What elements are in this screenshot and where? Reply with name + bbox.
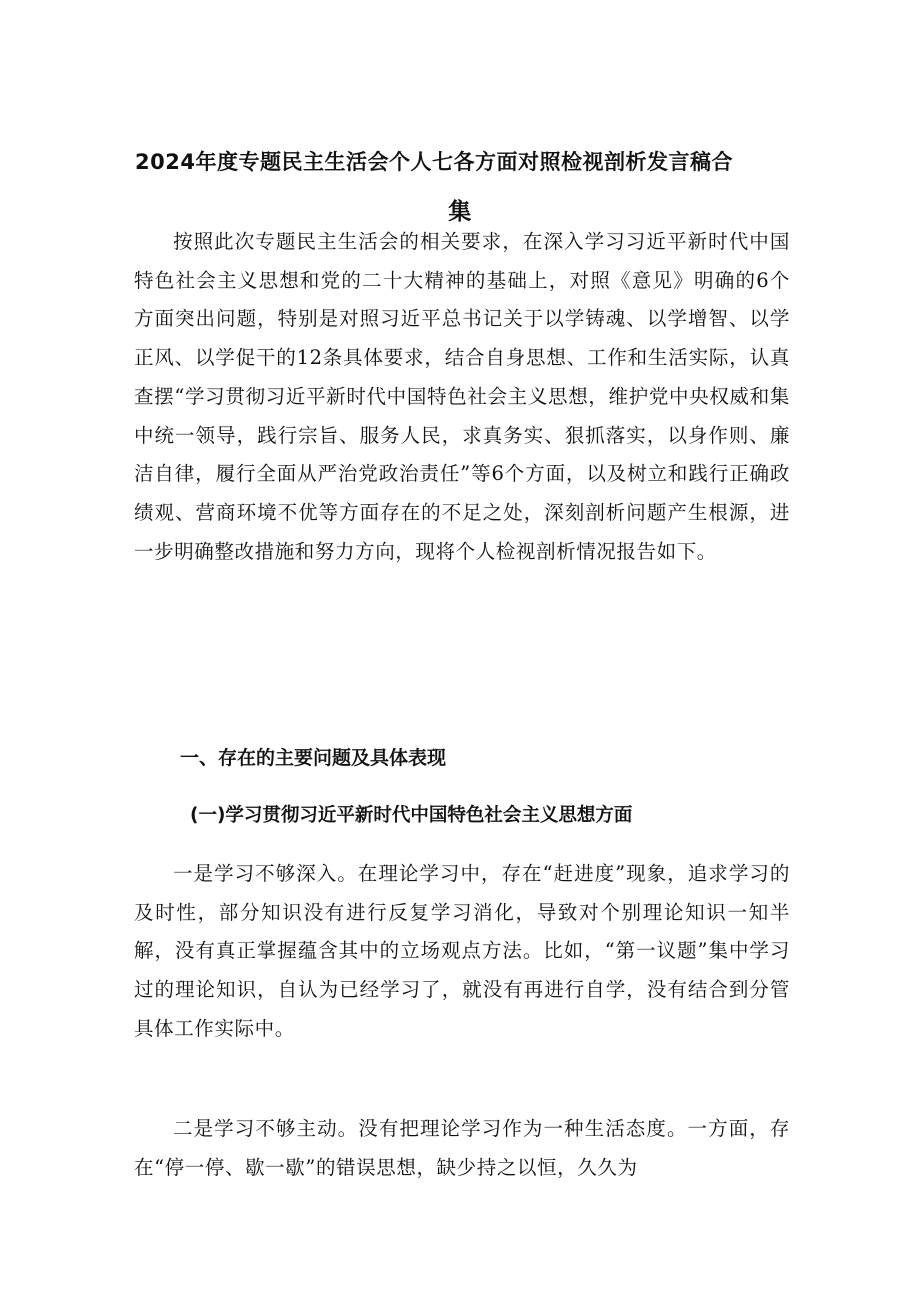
body-paragraph-1: 一是学习不够深入。在理论学习中，存在“赶进度”现象，追求学习的及时性，部分知识没有进行反复学习消化，导致对个别理论知识一知半解，没有真正掌握蕴含其中的立场观点方法。比如，“第一议题”集中学习过的理论知识，自认为已经学习了，就没有再进行自学，没有结合到分管具体工作实际中。 bbox=[134, 862, 790, 1040]
section-heading: 一、存在的主要问题及具体表现 bbox=[180, 747, 447, 769]
document-title-line-2: 集 bbox=[448, 199, 472, 225]
document-title-line-1: 2024年度专题民主生活会个人七各方面对照检视剖析发言稿合 bbox=[135, 150, 733, 174]
body-paragraph-2: 二是学习不够主动。没有把理论学习作为一种生活态度。一方面，存在“停一停、歇一歇”的错误思想，缺少持之以恒，久久为 bbox=[134, 1117, 790, 1179]
subsection-heading: (一)学习贯彻习近平新时代中国特色社会主义思想方面 bbox=[190, 805, 633, 826]
intro-paragraph: 按照此次专题民主生活会的相关要求，在深入学习习近平新时代中国特色社会主义思想和党的二十大精神的基础上，对照《意见》明确的6个方面突出问题，特别是对照习近平总书记关于以学铸魂、以学增智、以学正风、以学促干的12条具体要求，结合自身思想、工作和生活实际，认真查摆“学习贯彻习近平新时代中国特色社会主义思想，维护党中央权威和集中统一领导，践行宗旨、服务人民，求真务实、狠抓落实，以身作则、廉洁自律，履行全面从严治党政治责任”等6个方面，以及树立和践行正确政绩观、营商环境不优等方面存在的不足之处，深刻剖析问题产生根源，进一步明确整改措施和努力方向，现将个人检视剖析情况报告如下。 bbox=[134, 230, 790, 563]
